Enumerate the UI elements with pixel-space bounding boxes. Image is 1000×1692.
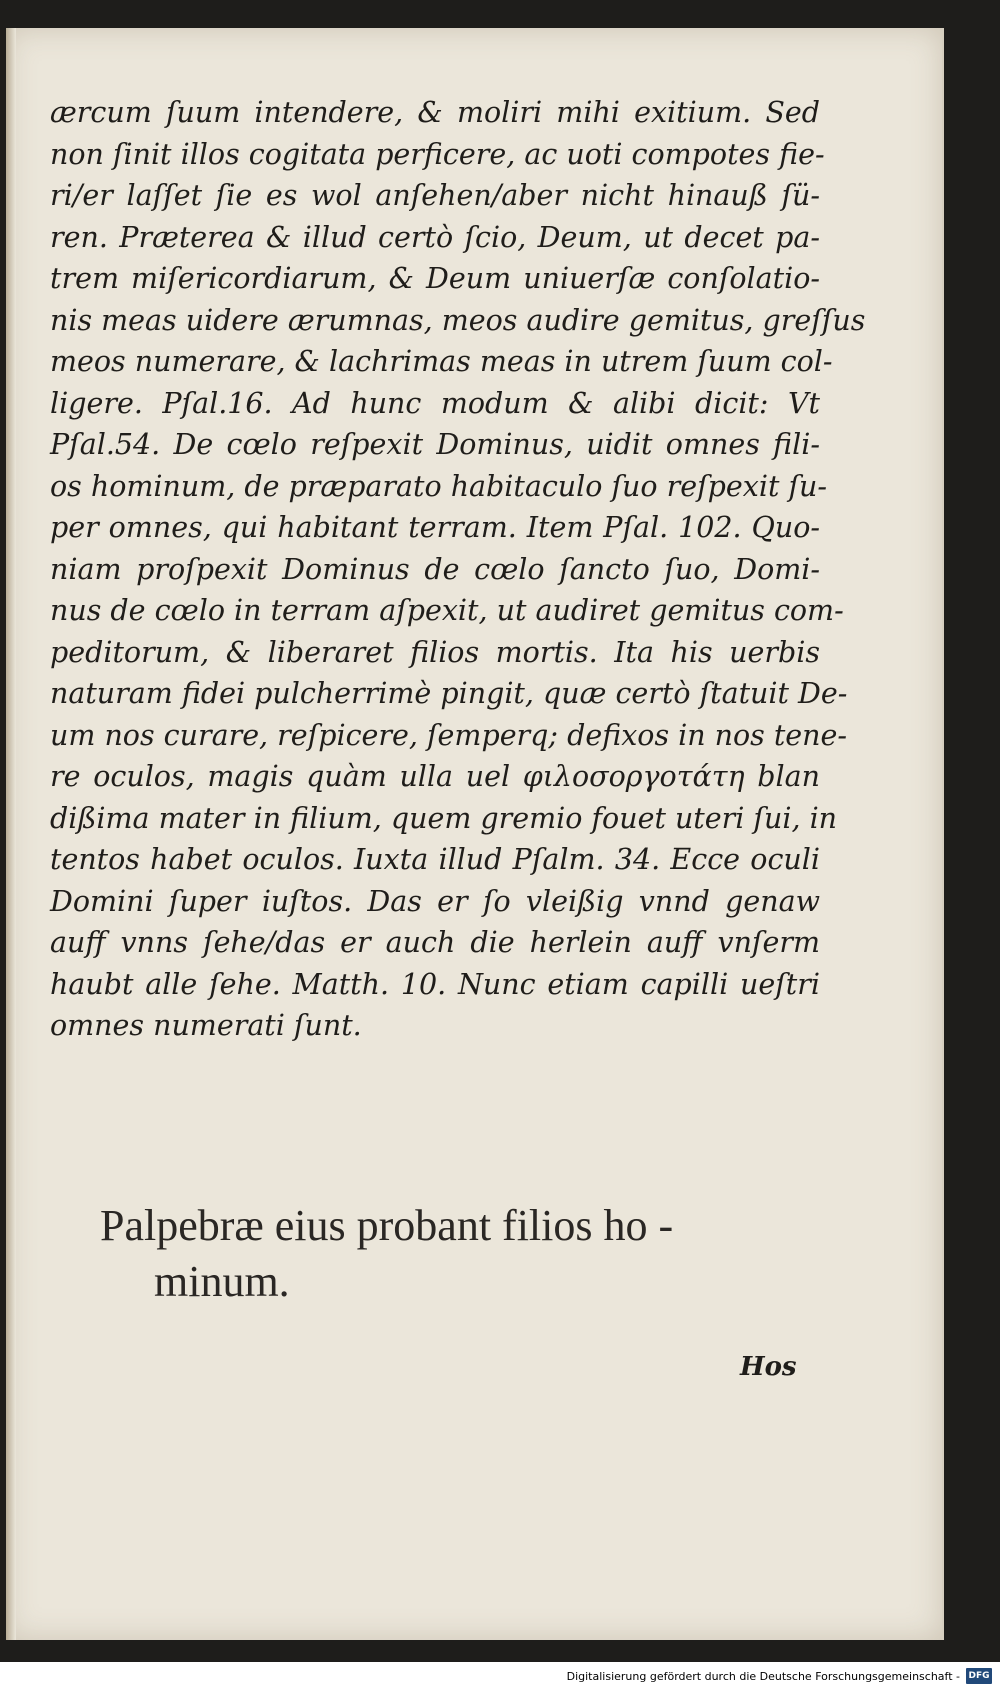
body-line: um nos curare, reſpicere, ſemperq; defixos in nos tene-	[50, 718, 848, 752]
heading-line: minum.	[154, 1257, 290, 1306]
heading-line: Palpebræ eius probant filios ho -	[100, 1201, 674, 1250]
body-text	[50, 92, 866, 1047]
body-line: meos numerare, & lachrimas meas in utrem ſuum col-	[50, 345, 833, 378]
body-line: Domini ſuper iuſtos. Das er ſo vleißig vnnd genaw	[50, 884, 820, 918]
footer-bar	[0, 1662, 1000, 1692]
catchword: Hos	[740, 1352, 797, 1382]
body-line: re oculos, magis quàm ulla uel φιλοσοργοτάτη blan	[50, 760, 820, 793]
body-line: non ſinit illos cogitata perficere, ac uoti compotes fie-	[50, 137, 825, 171]
body-line: niam proſpexit Dominus de cœlo ſancto ſuo, Domi-	[50, 552, 820, 586]
body-line: ærcum ſuum intendere, & moliri mihi exitium. Sed	[50, 96, 820, 129]
body-line: os hominum, de præparato habitaculo ſuo reſpexit ſu-	[50, 469, 828, 503]
section-heading	[100, 1198, 820, 1310]
body-line: ligere. Pſal.16. Ad hunc modum & alibi dicit: Vt	[50, 386, 820, 420]
body-line: trem miſericordiarum, & Deum uniuerſæ conſolatio-	[50, 262, 820, 295]
body-line: auff vnns ſehe/das er auch die herlein auff vnſerm	[50, 926, 820, 959]
body-line: nus de cœlo in terram aſpexit, ut audiret gemitus com-	[50, 594, 844, 627]
body-line: peditorum, & liberaret filios mortis. Ita his uerbis	[50, 635, 820, 669]
body-line: ren. Præterea & illud certò ſcio, Deum, ut decet pa-	[50, 220, 820, 254]
page-gutter-shadow	[6, 28, 16, 1640]
body-line: dißima mater in filium, quem gremio fouet uteri ſui, in	[50, 801, 838, 835]
dfg-logo: DFG	[966, 1668, 992, 1684]
body-line: tentos habet oculos. Iuxta illud Pſalm. 34. Ecce oculi	[50, 843, 820, 876]
body-line: omnes numerati ſunt.	[50, 1009, 362, 1042]
body-line: ri/er laſſet ſie es wol anſehen/aber nicht hinauß ſü-	[50, 179, 820, 212]
body-line: Pſal.54. De cœlo reſpexit Dominus, uidit omnes fili-	[50, 428, 820, 461]
body-line: per omnes, qui habitant terram. Item Pſal. 102. Quo-	[50, 511, 820, 544]
body-line: nis meas uidere ærumnas, meos audire gemitus, greſſus	[50, 303, 866, 337]
body-line: haubt alle ſehe. Matth. 10. Nunc etiam capilli ueſtri	[50, 967, 820, 1001]
funding-credit: Digitalisierung gefördert durch die Deutsche Forschungsgemeinschaft -	[566, 1670, 960, 1683]
body-line: naturam fidei pulcherrimè pingit, quæ certò ſtatuit De-	[50, 677, 848, 710]
